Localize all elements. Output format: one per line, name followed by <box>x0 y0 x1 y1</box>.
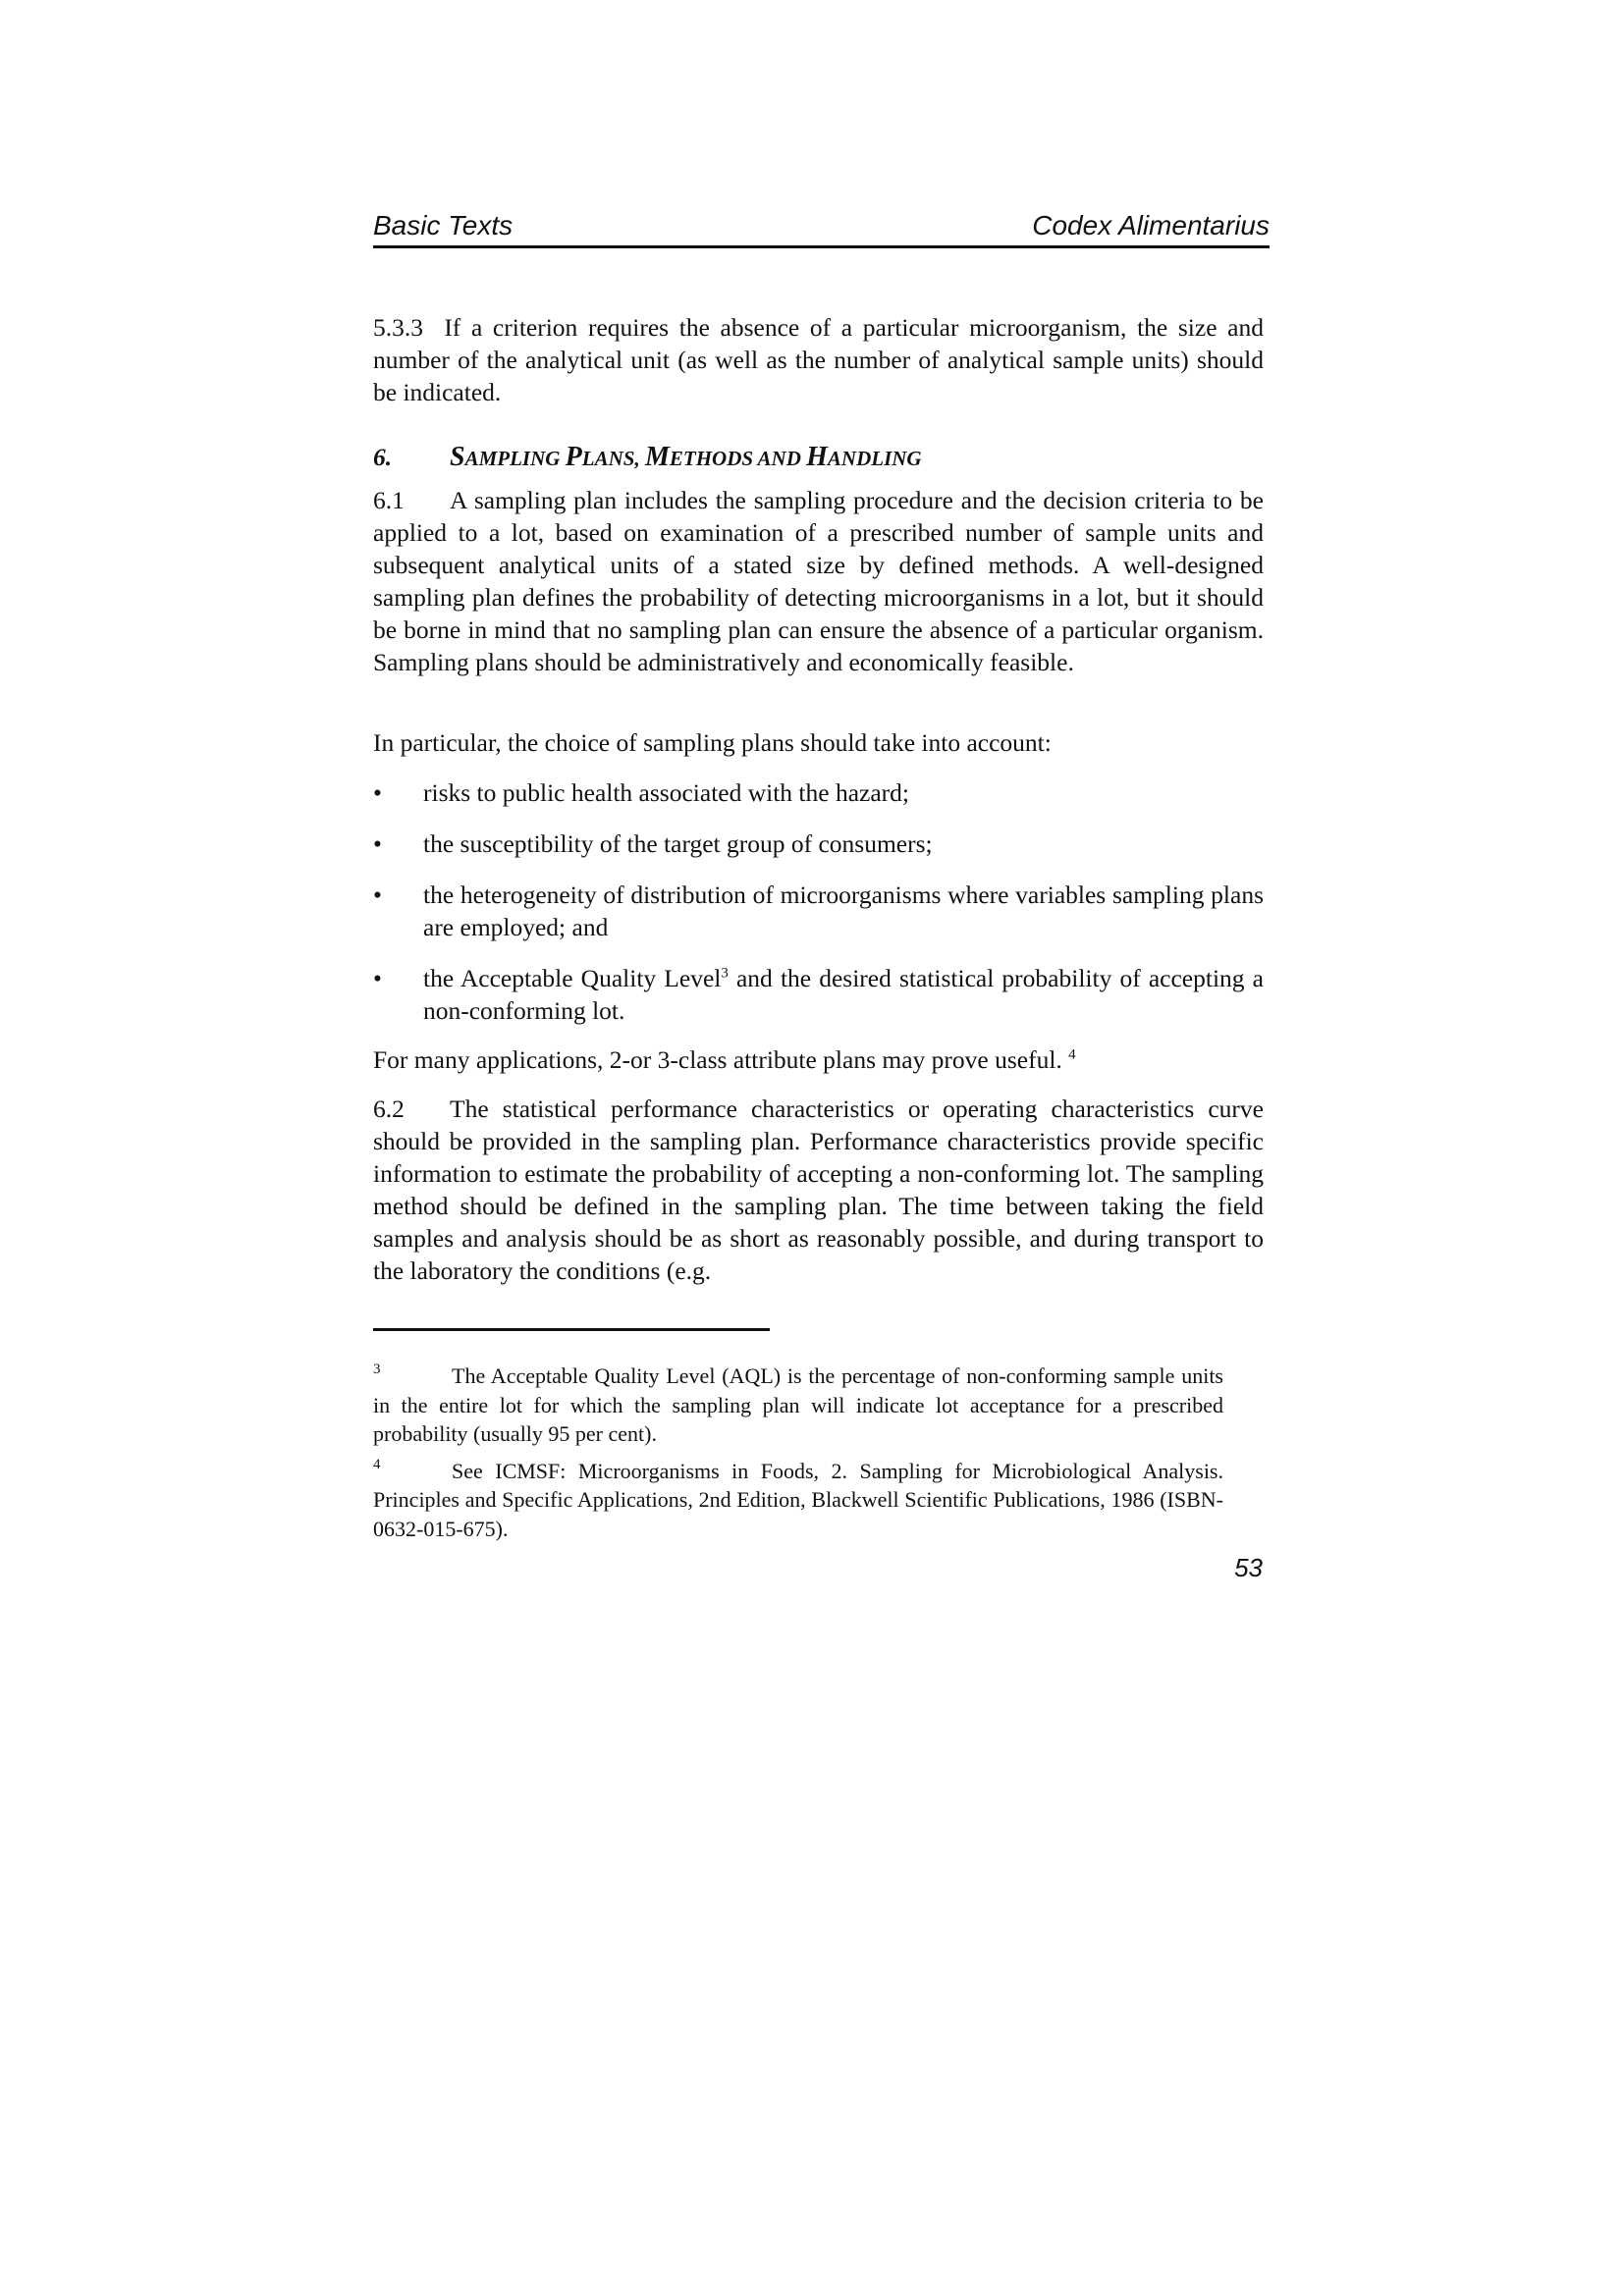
paragraph-number: 6.1 <box>373 486 405 514</box>
footnotes <box>373 1362 1223 1551</box>
footnote-reference: 4 <box>1068 1046 1076 1063</box>
title-part: S <box>450 442 465 472</box>
list-item-text <box>423 964 1264 1025</box>
paragraph-number: 5.3.3 <box>373 313 423 342</box>
bullet-icon: • <box>373 829 382 858</box>
title-part: P <box>565 442 582 472</box>
paragraph-5-3-3 <box>373 311 1264 408</box>
list-item-text: the susceptibility of the target group of consumers; <box>423 829 933 858</box>
bullet-icon: • <box>373 964 382 992</box>
footnote-reference: 3 <box>721 965 729 982</box>
section-heading <box>373 441 1264 475</box>
paragraph-text: In particular, the choice of sampling plans should take into account: <box>373 728 1052 757</box>
section-title <box>450 443 922 471</box>
bullet-icon: • <box>373 881 382 909</box>
title-part: ANDLING <box>827 447 922 470</box>
paragraph-text: If a criterion requires the absence of a particular microorganism, the size and number of the analytical unit (as well as the number of analytical sample units) should be indicated. <box>373 313 1264 406</box>
paragraph-many-applications <box>373 1043 1264 1076</box>
list-item-text: the heterogeneity of distribution of microorganisms where variables sampling plans are employed; and <box>423 881 1264 941</box>
page-number: 53 <box>1234 1553 1263 1582</box>
running-header <box>373 208 1270 248</box>
bullet-icon: • <box>373 778 382 807</box>
footnote-mark: 4 <box>373 1456 381 1472</box>
footnote-mark: 3 <box>373 1362 381 1377</box>
title-part: AMPLING <box>464 447 566 470</box>
bullet-list <box>373 776 1264 1027</box>
title-part: LANS, <box>581 447 645 470</box>
paragraph-text: The statistical performance characteristics or operating characteristics curve should be provided in the sampling plan. Performance characteristics provide specific information to estimate the probability of accepting a non-conforming lot. The sampling method should be defined in the sampling plan. The time between taking the field samples and analysis should be as short as reasonably possible, and during transport to the laboratory the conditions (e.g. <box>373 1095 1264 1285</box>
list-item-text-part: and the desired statistical probability of accepting a non-conforming lot. <box>423 964 1264 1025</box>
list-item <box>373 828 1264 860</box>
list-item <box>373 879 1264 943</box>
list-item <box>373 962 1264 1027</box>
list-item-text: risks to public health associated with the hazard; <box>423 778 909 807</box>
paragraph-text: For many applications, 2-or 3-class attribute plans may prove useful. <box>373 1045 1069 1074</box>
header-right-title: Codex Alimentarius <box>1032 210 1270 240</box>
paragraph-6-2 <box>373 1093 1264 1287</box>
list-item <box>373 776 1264 809</box>
list-item-text-part: the Acceptable Quality Level <box>423 964 722 992</box>
title-part: H <box>806 442 828 472</box>
footnote-text: See ICMSF: Microorganisms in Foods, 2. Sampling for Microbiological Analysis. Principles and Specific Applications, 2nd Edition, Blackwell Scientific Publications, 1986 (ISBN-0632-015-675). <box>373 1458 1223 1541</box>
paragraph-in-particular <box>373 726 1264 759</box>
header-left-title: Basic Texts <box>373 210 514 240</box>
footnote-3 <box>373 1362 1223 1449</box>
paragraph-number: 6.2 <box>373 1095 405 1123</box>
footnote-text: The Acceptable Quality Level (AQL) is the percentage of non-conforming sample units in the entire lot for which the sampling plan will indicate lot acceptance for a prescribed probability (usually 95 per cent). <box>373 1363 1223 1446</box>
section-number: 6. <box>373 443 393 471</box>
paragraph-text: A sampling plan includes the sampling procedure and the decision criteria to be applied to a lot, based on examination of a prescribed number of sample units and subsequent analytical units of a stated size by defined methods. A well-designed sampling plan defines the probability of detecting microorganisms in a lot, but it should be borne in mind that no sampling plan can ensure the absence of a particular organism. Sampling plans should be administratively and economically feasible. <box>373 486 1264 676</box>
title-part: M <box>644 442 670 472</box>
paragraph-6-1 <box>373 484 1264 678</box>
footnote-4 <box>373 1457 1223 1544</box>
title-part: ETHODS AND <box>669 447 807 470</box>
footnote-divider <box>373 1328 770 1331</box>
